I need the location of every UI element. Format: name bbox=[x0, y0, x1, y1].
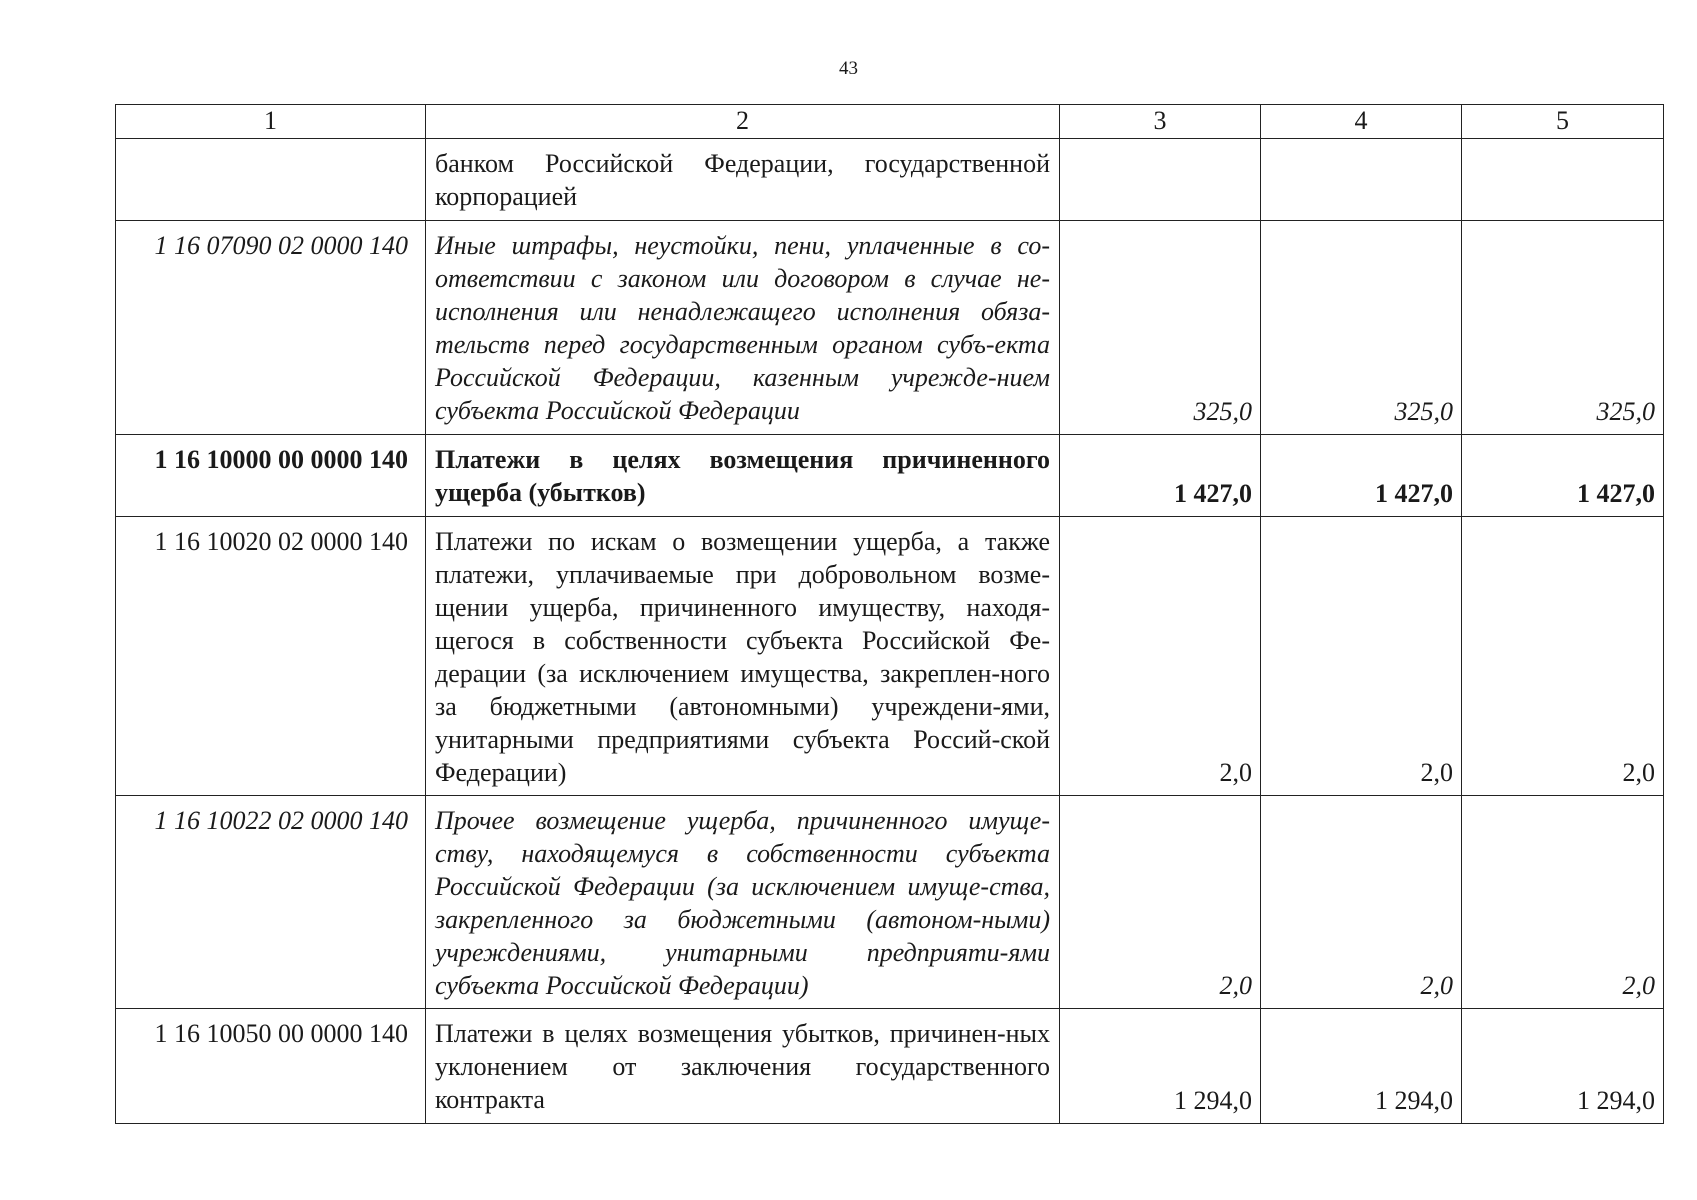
column-header: 3 bbox=[1060, 105, 1261, 139]
value-col-5: 325,0 bbox=[1462, 221, 1664, 435]
table-header-row bbox=[116, 105, 1664, 139]
column-header: 2 bbox=[426, 105, 1060, 139]
value-col-3: 1 427,0 bbox=[1060, 435, 1261, 517]
item-name: Платежи в целях возмещения убытков, причинен-ных уклонением от заключения государственного контракта bbox=[426, 1009, 1060, 1124]
value-col-5: 1 294,0 bbox=[1462, 1009, 1664, 1124]
value-col-3: 2,0 bbox=[1060, 796, 1261, 1009]
budget-code: 1 16 10000 00 0000 140 bbox=[116, 435, 426, 517]
value-col-4: 2,0 bbox=[1261, 517, 1462, 796]
item-name: Платежи по искам о возмещении ущерба, а также платежи, уплачиваемые при добровольном возме-щении ущерба, причиненного имуществу, находя-щегося в собственности субъекта Российской Фе-дерации (за исключением имущества, закреплен-ного за бюджетными (автономными) учреждени-ями, унитарными предприятиями субъекта Россий-ской Федерации) bbox=[426, 517, 1060, 796]
budget-code bbox=[116, 139, 426, 221]
value-col-3: 2,0 bbox=[1060, 517, 1261, 796]
value-col-4: 2,0 bbox=[1261, 796, 1462, 1009]
budget-code: 1 16 07090 02 0000 140 bbox=[116, 221, 426, 435]
budget-table bbox=[115, 104, 1664, 1124]
value-col-5: 2,0 bbox=[1462, 796, 1664, 1009]
item-name: Прочее возмещение ущерба, причиненного имуще-ству, находящемуся в собственности субъекта Российской Федерации (за исключением имуще-ства, закрепленного за бюджетными (автоном-ными) учреждениями, унитарными предприяти-ями субъекта Российской Федерации) bbox=[426, 796, 1060, 1009]
item-name: Иные штрафы, неустойки, пени, уплаченные в со-ответствии с законом или договором в случае не-исполнения или ненадлежащего исполнения обяза-тельств перед государственным органом субъ-екта Российской Федерации, казенным учрежде-нием субъекта Российской Федерации bbox=[426, 221, 1060, 435]
value-col-3: 1 294,0 bbox=[1060, 1009, 1261, 1124]
value-col-5: 2,0 bbox=[1462, 517, 1664, 796]
column-header: 1 bbox=[116, 105, 426, 139]
budget-code: 1 16 10050 00 0000 140 bbox=[116, 1009, 426, 1124]
value-col-4: 1 427,0 bbox=[1261, 435, 1462, 517]
table-row bbox=[116, 139, 1664, 221]
budget-code: 1 16 10020 02 0000 140 bbox=[116, 517, 426, 796]
page-number: 43 bbox=[839, 58, 858, 79]
item-name: Платежи в целях возмещения причиненного ущерба (убытков) bbox=[426, 435, 1060, 517]
budget-code: 1 16 10022 02 0000 140 bbox=[116, 796, 426, 1009]
value-col-5 bbox=[1462, 139, 1664, 221]
table-row bbox=[116, 435, 1664, 517]
value-col-3: 325,0 bbox=[1060, 221, 1261, 435]
column-header: 5 bbox=[1462, 105, 1664, 139]
table-row bbox=[116, 221, 1664, 435]
table-row bbox=[116, 796, 1664, 1009]
table-row bbox=[116, 1009, 1664, 1124]
value-col-4: 1 294,0 bbox=[1261, 1009, 1462, 1124]
value-col-4 bbox=[1261, 139, 1462, 221]
value-col-5: 1 427,0 bbox=[1462, 435, 1664, 517]
column-header: 4 bbox=[1261, 105, 1462, 139]
table-row bbox=[116, 517, 1664, 796]
value-col-3 bbox=[1060, 139, 1261, 221]
value-col-4: 325,0 bbox=[1261, 221, 1462, 435]
item-name: банком Российской Федерации, государственной корпорацией bbox=[426, 139, 1060, 221]
